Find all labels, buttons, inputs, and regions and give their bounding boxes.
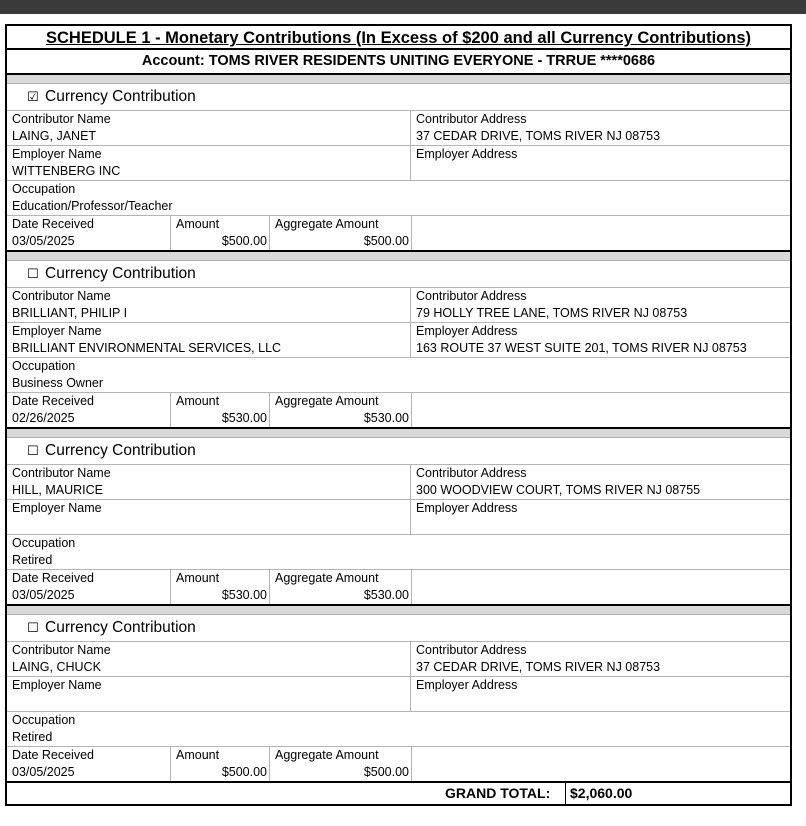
amount-label: Amount [176, 217, 220, 231]
contributor-address-label: Contributor Address [416, 466, 527, 480]
record-separator [7, 75, 790, 84]
contributor-name-label: Contributor Name [12, 112, 111, 126]
contributor-address-value: 79 HOLLY TREE LANE, TOMS RIVER NJ 08753 [416, 306, 688, 320]
aggregate-amount-label: Aggregate Amount [275, 571, 379, 585]
contributor-name-value: BRILLIANT, PHILIP I [12, 306, 128, 320]
date-received-label: Date Received [12, 571, 94, 585]
aggregate-amount-label: Aggregate Amount [275, 748, 379, 762]
occupation-value: Retired [12, 730, 53, 744]
currency-contribution-label: Currency Contribution [45, 442, 196, 459]
employer-address-label: Employer Address [416, 147, 518, 161]
occupation-value: Retired [12, 553, 53, 567]
contributor-name-value: HILL, MAURICE [12, 483, 103, 497]
aggregate-amount-label: Aggregate Amount [275, 217, 379, 231]
employer-name-label: Employer Name [12, 501, 102, 515]
currency-contribution-header [7, 615, 790, 642]
currency-checkbox-icon: ☑ [27, 89, 39, 104]
currency-contribution-label: Currency Contribution [45, 619, 196, 636]
date-received-value: 03/05/2025 [12, 234, 75, 248]
aggregate-amount-value: $500.00 [363, 765, 409, 779]
date-received-value: 03/05/2025 [12, 588, 75, 602]
record-separator [7, 606, 790, 615]
grand-total-value: $2,060.00 [565, 783, 730, 804]
aggregate-amount-value: $500.00 [363, 234, 409, 248]
contributor-address-label: Contributor Address [416, 643, 527, 657]
record-separator [7, 429, 790, 438]
contribution-record [5, 427, 792, 604]
contributor-address-value: 37 CEDAR DRIVE, TOMS RIVER NJ 08753 [416, 129, 661, 143]
contributor-name-value: LAING, JANET [12, 129, 97, 143]
contributor-name-label: Contributor Name [12, 466, 111, 480]
employer-name-label: Employer Name [12, 678, 102, 692]
amount-value: $530.00 [221, 588, 267, 602]
currency-contribution-label: Currency Contribution [45, 265, 196, 282]
contribution-record [5, 604, 792, 781]
schedule-page [5, 24, 792, 806]
aggregate-amount-value: $530.00 [363, 411, 409, 425]
contributor-address-value: 300 WOODVIEW COURT, TOMS RIVER NJ 08755 [416, 483, 701, 497]
employer-address-label: Employer Address [416, 678, 518, 692]
contribution-record [5, 250, 792, 427]
occupation-value: Business Owner [12, 376, 104, 390]
occupation-label: Occupation [12, 536, 76, 550]
occupation-label: Occupation [12, 182, 76, 196]
contributor-address-label: Contributor Address [416, 112, 527, 126]
date-received-value: 03/05/2025 [12, 765, 75, 779]
date-received-value: 02/26/2025 [12, 411, 75, 425]
aggregate-amount-label: Aggregate Amount [275, 394, 379, 408]
contributor-address-label: Contributor Address [416, 289, 527, 303]
viewer-toolbar [0, 0, 806, 14]
occupation-value: Education/Professor/Teacher [12, 199, 173, 213]
employer-name-value: WITTENBERG INC [12, 164, 121, 178]
date-received-label: Date Received [12, 217, 94, 231]
employer-address-value [411, 693, 790, 711]
amount-label: Amount [176, 571, 220, 585]
contributor-name-label: Contributor Name [12, 643, 111, 657]
amount-value: $500.00 [221, 234, 267, 248]
currency-checkbox-icon: ☐ [27, 620, 39, 635]
currency-contribution-label: Currency Contribution [45, 88, 196, 105]
contributor-name-value: LAING, CHUCK [12, 660, 101, 674]
employer-name-value [7, 693, 410, 711]
aggregate-amount-value: $530.00 [363, 588, 409, 602]
account-line: Account: TOMS RIVER RESIDENTS UNITING EVERYONE - TRRUE ****0686 [7, 48, 790, 73]
amount-label: Amount [176, 394, 220, 408]
occupation-label: Occupation [12, 713, 76, 727]
currency-contribution-header [7, 261, 790, 288]
currency-contribution-header [7, 84, 790, 111]
currency-checkbox-icon: ☐ [27, 266, 39, 281]
schedule-header [5, 24, 792, 73]
grand-total-label: GRAND TOTAL: [445, 785, 551, 801]
employer-address-label: Employer Address [416, 501, 518, 515]
contribution-record [5, 73, 792, 250]
grand-total-row [5, 781, 792, 806]
contributor-name-label: Contributor Name [12, 289, 111, 303]
contributor-address-value: 37 CEDAR DRIVE, TOMS RIVER NJ 08753 [416, 660, 661, 674]
currency-contribution-header [7, 438, 790, 465]
employer-address-value [411, 162, 790, 180]
record-separator [7, 252, 790, 261]
employer-name-value [7, 516, 410, 534]
date-received-label: Date Received [12, 394, 94, 408]
schedule-title: SCHEDULE 1 - Monetary Contributions (In Excess of $200 and all Currency Contributions) [45, 29, 752, 47]
employer-name-label: Employer Name [12, 147, 102, 161]
employer-name-label: Employer Name [12, 324, 102, 338]
employer-address-value [411, 516, 790, 534]
employer-name-value: BRILLIANT ENVIRONMENTAL SERVICES, LLC [12, 341, 282, 355]
employer-address-label: Employer Address [416, 324, 518, 338]
date-received-label: Date Received [12, 748, 94, 762]
occupation-label: Occupation [12, 359, 76, 373]
amount-value: $500.00 [221, 765, 267, 779]
employer-address-value: 163 ROUTE 37 WEST SUITE 201, TOMS RIVER NJ 08753 [416, 341, 747, 355]
amount-label: Amount [176, 748, 220, 762]
amount-value: $530.00 [221, 411, 267, 425]
currency-checkbox-icon: ☐ [27, 443, 39, 458]
